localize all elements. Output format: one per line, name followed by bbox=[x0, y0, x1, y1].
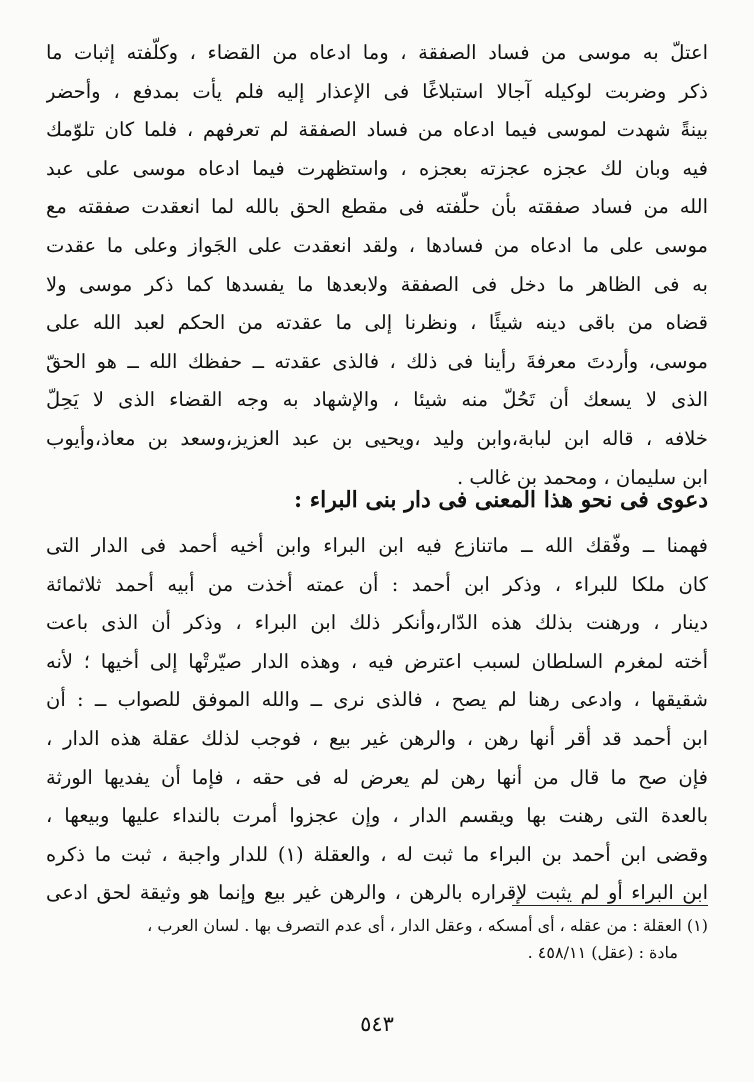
text-line: كان ملكا للبراء ، وذكر ابن أحمد : أن عمته أخذت من أبيه أحمد ثلاثمائة bbox=[46, 572, 708, 596]
footnotes bbox=[46, 912, 708, 966]
text-line: بالعدة التى رهنت بها ويقسم الدار ، وإن عجزوا أمرت بالنداء عليها وبيعها ، bbox=[46, 804, 708, 828]
text-line: شقيقها ، وادعى رهنا لم يصح ، فالذى نرى ــ والله الموفق للصواب ــ : أن bbox=[46, 688, 708, 712]
text-line: قضاه من باقى دينه شيئًا ، ونظرنا إلى ما عقدته من الحكم لعبد الله على bbox=[46, 311, 708, 335]
body-paragraph-1 bbox=[46, 34, 708, 497]
body-paragraph-2 bbox=[46, 527, 708, 913]
footnote-line: مادة : (عقل) ٤٥٨/١١ . bbox=[527, 943, 678, 962]
footnote-line: (١) العقلة : من عقله ، أى أمسكه ، وعقل الدار ، أى عدم التصرف بها . لسان العرب ، bbox=[147, 916, 708, 935]
text-line: وقضى ابن أحمد بن البراء ما ثبت له ، والعقلة (١) للدار واجبة ، ثبت ما ذكره bbox=[46, 842, 708, 866]
text-line: فهمنا ــ وفّقك الله ــ ماتنازع فيه ابن البراء وابن أخيه أحمد فى الدار التى bbox=[46, 534, 708, 557]
text-line: خلافه ، قاله ابن لبابة،وابن وليد ،ويحيى بن عبد العزيز،وسعد بن معاذ،وأيوب bbox=[46, 426, 708, 450]
text-line: الله من فساد صفقته بأن حلّفته فى مقطع الحق بالله لما انعقدت صفقته مع bbox=[46, 195, 708, 219]
text-line: أخته لمغرم السلطان لسبب اعترض فيه ، وهذه الدار صيّرتْها إلى أخيها ؛ لأنه bbox=[46, 649, 708, 673]
text-line: ابن البراء أو لم يثبت لإقراره بالرهن ، والرهن غير بيع وإنما هو وثيقة لحق ادعى bbox=[46, 881, 708, 905]
footnote-separator bbox=[512, 905, 708, 906]
text-line: اعتلّ به موسى من فساد الصفقة ، وما ادعاه من القضاء ، وكلّفته إثبات ما bbox=[46, 41, 708, 64]
text-line: فيه وبان لك عجزه عجزته بعجزه ، واستظهرت فيما ادعاه موسى على عبد bbox=[46, 156, 708, 180]
text-line: ابن سليمان ، ومحمد بن غالب . bbox=[456, 465, 708, 489]
text-line: الذى لا يسعك أن تَحُلّ منه شيئا ، والإشهاد به وجه القضاء الذى لا يَحِلّ bbox=[46, 388, 708, 412]
text-line: موسى على ما ادعاه من فسادها ، ولقد انعقدت على الجَواز وعلى ما عقدت bbox=[46, 233, 708, 257]
text-line: ذكر وضربت لوكيله آجالا استبلاغًا فى الإعذار إليه فلم يأت بمدفع ، وأحضر bbox=[46, 79, 708, 103]
text-line: ابن أحمد قد أقر أنها رهن ، والرهن غير بيع ، فوجب لذلك عقلة هذه الدار ، bbox=[46, 726, 708, 750]
text-line: موسى، وأردتَ معرفةَ رأينا فى ذلك ، فالذى عقدته ــ حفظك الله ــ هو الحقّ bbox=[46, 349, 708, 373]
section-heading: دعوى فى نحو هذا المعنى فى دار بنى البراء : bbox=[293, 487, 708, 513]
text-line: به فى الظاهر ما دخل فى الصفقة ولابعدها ما يفسدها كما ذكر موسى ولا bbox=[46, 272, 708, 296]
text-line: دينار ، ورهنت بذلك هذه الدّار،وأنكر ذلك ابن البراء ، وذكر أن الذى باعت bbox=[46, 611, 708, 635]
text-line: بينةً شهدت لموسى فيما ادعاه من فساد الصفقة لم تعرفهم ، فلما كان تلوّمك bbox=[46, 118, 708, 142]
page-number: ٥٤٣ bbox=[360, 1012, 394, 1036]
text-line: فإن صح ما قال من أنها رهن لم يعرض له فى حقه ، فإما أن يفديها الورثة bbox=[46, 765, 708, 789]
